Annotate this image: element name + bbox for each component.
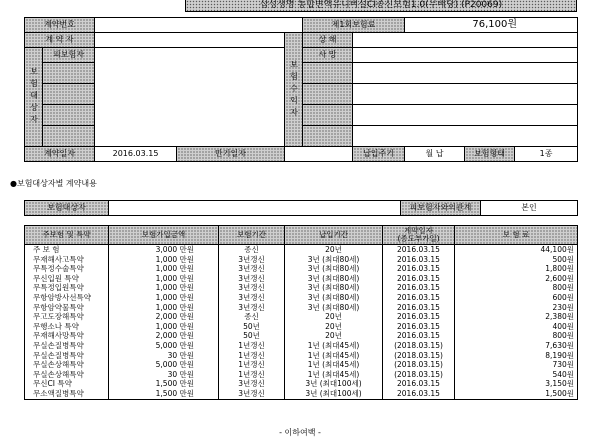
coverage-cell: 1,500원 bbox=[455, 389, 578, 399]
insured-value bbox=[95, 48, 285, 147]
coverage-cell: 2,600원 bbox=[455, 274, 578, 284]
coverage-cell: 무소액질병특약 bbox=[25, 389, 109, 399]
coverage-cell: 3년갱신 bbox=[219, 264, 285, 274]
start-date-label: 계약일자 bbox=[25, 147, 95, 162]
coverage-cell: 1년 (최대45세) bbox=[285, 360, 383, 370]
coverage-cell: 2016.03.15 bbox=[383, 245, 455, 255]
coverage-cell: 44,100원 bbox=[455, 245, 578, 255]
coverage-cell: 3년갱신 bbox=[219, 283, 285, 293]
coverage-cell: 30 만원 bbox=[109, 370, 219, 380]
coverage-cell: 1,500 만원 bbox=[109, 379, 219, 389]
contractor-label: 계 약 자 bbox=[25, 33, 95, 48]
coverage-cell: 3년 (최대100세) bbox=[285, 379, 383, 389]
insured-label: 피보험자 bbox=[43, 48, 95, 63]
coverage-cell: 무고도장해특약 bbox=[25, 312, 109, 322]
insured-label-fill-3 bbox=[43, 105, 95, 126]
coverage-cell: 3년 (최대80세) bbox=[285, 293, 383, 303]
coverage-cell: 1년 (최대45세) bbox=[285, 370, 383, 380]
pay-cycle-value: 월 납 bbox=[405, 147, 465, 162]
coverage-cell: 50년 bbox=[219, 322, 285, 332]
coverage-cell: 1,000 만원 bbox=[109, 283, 219, 293]
coverage-cell: 무항암약물특약 bbox=[25, 303, 109, 313]
coverage-cell: (2018.03.15) bbox=[383, 370, 455, 380]
beneficiary-value-2 bbox=[353, 48, 578, 63]
coverage-cell: 무실손상해특약 bbox=[25, 370, 109, 380]
coverage-cell: 3년 (최대80세) bbox=[285, 283, 383, 293]
coverage-row bbox=[25, 360, 578, 370]
section-heading: ●보험대상자별 계약내용 bbox=[10, 179, 97, 188]
benef-value-4 bbox=[353, 84, 578, 105]
coverage-cell: 2016.03.15 bbox=[383, 379, 455, 389]
coverage-cell: 540원 bbox=[455, 370, 578, 380]
coverage-cell: 800원 bbox=[455, 283, 578, 293]
coverage-cell: 20년 bbox=[285, 312, 383, 322]
coverage-cell: 2016.03.15 bbox=[383, 274, 455, 284]
coverage-cell: 3년갱신 bbox=[219, 293, 285, 303]
coverage-cell: 1,500 만원 bbox=[109, 389, 219, 399]
coverage-cell: 50년 bbox=[219, 331, 285, 341]
coverage-row bbox=[25, 283, 578, 293]
coverage-row bbox=[25, 379, 578, 389]
document-title: 삼성생명 통합변액유니버설CI종신보험1.0(무배당) (P20069) bbox=[185, 0, 577, 12]
coverage-cell: 20년 bbox=[285, 322, 383, 332]
insured-box-label: 보험대상자 bbox=[25, 201, 109, 216]
coverage-cell: 730원 bbox=[455, 360, 578, 370]
coverage-cell: 2016.03.15 bbox=[383, 331, 455, 341]
coverage-cell: 2016.03.15 bbox=[383, 322, 455, 332]
coverage-cell: 1년갱신 bbox=[219, 370, 285, 380]
coverage-row bbox=[25, 264, 578, 274]
benef-value-3 bbox=[353, 63, 578, 84]
coverage-cell: 2016.03.15 bbox=[383, 255, 455, 265]
coverage-cell: 2016.03.15 bbox=[383, 389, 455, 399]
coverage-cell: 2016.03.15 bbox=[383, 303, 455, 313]
coverage-row bbox=[25, 351, 578, 361]
coverage-row bbox=[25, 341, 578, 351]
coverage-cell: 3년갱신 bbox=[219, 274, 285, 284]
coverage-row bbox=[25, 322, 578, 332]
coverage-cell: 30 만원 bbox=[109, 351, 219, 361]
coverage-cell: 무실손질병특약 bbox=[25, 351, 109, 361]
ins-type-label: 보험형태 bbox=[465, 147, 515, 162]
coverage-row bbox=[25, 303, 578, 313]
start-date-value: 2016.03.15 bbox=[95, 147, 177, 162]
coverage-cell: 3년 (최대80세) bbox=[285, 303, 383, 313]
benef-fill-1 bbox=[303, 63, 353, 84]
coverage-cell: 종신 bbox=[219, 245, 285, 255]
coverage-cell: 3년 (최대100세) bbox=[285, 389, 383, 399]
coverage-cell: 주 보 험 bbox=[25, 245, 109, 255]
coverage-cell: 1,000 만원 bbox=[109, 264, 219, 274]
contract-no-value bbox=[95, 18, 303, 33]
coverage-cell: 무실손상해특약 bbox=[25, 360, 109, 370]
insured-box-value bbox=[109, 201, 401, 216]
pay-cycle-label: 납입주기 bbox=[353, 147, 405, 162]
end-of-document-mark: - 이하여백 - bbox=[279, 428, 321, 437]
coverage-row bbox=[25, 331, 578, 341]
insured-label-fill-2 bbox=[43, 84, 95, 105]
benef-value-5 bbox=[353, 105, 578, 126]
ins-type-value: 1종 bbox=[515, 147, 578, 162]
coverage-cell: 3년갱신 bbox=[219, 379, 285, 389]
coverage-row bbox=[25, 274, 578, 284]
coverage-header-0: 주보험 및 특약 bbox=[25, 226, 109, 245]
coverage-cell: 500원 bbox=[455, 255, 578, 265]
coverage-cell: 3년 (최대80세) bbox=[285, 255, 383, 265]
coverage-cell: 1,000 만원 bbox=[109, 255, 219, 265]
coverage-cell: 종신 bbox=[219, 312, 285, 322]
premium-label: 제1회보험료 bbox=[303, 18, 405, 33]
contract-no-label: 계약번호 bbox=[25, 18, 95, 33]
coverage-cell: 7,630원 bbox=[455, 341, 578, 351]
coverage-cell: 1년갱신 bbox=[219, 351, 285, 361]
end-date-value bbox=[285, 147, 353, 162]
coverage-cell: 1년 (최대45세) bbox=[285, 341, 383, 351]
relation-value: 본인 bbox=[481, 201, 578, 216]
coverage-cell: 1년 (최대45세) bbox=[285, 351, 383, 361]
insured-label-fill-1 bbox=[43, 63, 95, 84]
death-label-2: 사 망 bbox=[303, 48, 353, 63]
coverage-cell: 무실손질병특약 bbox=[25, 341, 109, 351]
coverage-cell: 무특정수술특약 bbox=[25, 264, 109, 274]
coverage-cell: 무재해사망특약 bbox=[25, 331, 109, 341]
coverage-cell: 2,000 만원 bbox=[109, 312, 219, 322]
coverage-cell: 3,000 만원 bbox=[109, 245, 219, 255]
coverage-cell: 3년 (최대80세) bbox=[285, 264, 383, 274]
coverage-cell: 1,000 만원 bbox=[109, 274, 219, 284]
beneficiary-side-label: 보험수익자 bbox=[285, 33, 303, 147]
coverage-cell: 8,190원 bbox=[455, 351, 578, 361]
coverage-cell: (2018.03.15) bbox=[383, 351, 455, 361]
coverage-cell: 230원 bbox=[455, 303, 578, 313]
coverage-cell: 2016.03.15 bbox=[383, 264, 455, 274]
death-label-1: 상 해 bbox=[303, 33, 353, 48]
insured-side-label: 보험대상자 bbox=[25, 48, 43, 147]
benef-fill-4 bbox=[303, 126, 353, 147]
premium-value: 76,100원 bbox=[405, 18, 578, 33]
coverage-cell: 3년갱신 bbox=[219, 255, 285, 265]
end-date-label: 만기일자 bbox=[177, 147, 285, 162]
beneficiary-value-1 bbox=[353, 33, 578, 48]
coverage-cell: 20년 bbox=[285, 245, 383, 255]
coverage-table bbox=[24, 225, 578, 400]
coverage-cell: 3년갱신 bbox=[219, 303, 285, 313]
coverage-cell: 1,000 만원 bbox=[109, 322, 219, 332]
benef-fill-2 bbox=[303, 84, 353, 105]
coverage-cell: 1,000 만원 bbox=[109, 293, 219, 303]
coverage-cell: 무행소나 특약 bbox=[25, 322, 109, 332]
coverage-cell: 1년갱신 bbox=[219, 360, 285, 370]
coverage-cell: (2018.03.15) bbox=[383, 341, 455, 351]
coverage-cell: 1,800원 bbox=[455, 264, 578, 274]
coverage-row bbox=[25, 245, 578, 255]
coverage-header-2: 보험기간 bbox=[219, 226, 285, 245]
coverage-cell: 2016.03.15 bbox=[383, 283, 455, 293]
coverage-cell: 무특정입원특약 bbox=[25, 283, 109, 293]
coverage-cell: 600원 bbox=[455, 293, 578, 303]
coverage-cell: 2016.03.15 bbox=[383, 312, 455, 322]
insured-box bbox=[24, 200, 578, 216]
insured-label-fill-4 bbox=[43, 126, 95, 147]
coverage-cell: 5,000 만원 bbox=[109, 341, 219, 351]
coverage-cell: 800원 bbox=[455, 331, 578, 341]
relation-label: 피보험자와의관계 bbox=[401, 201, 481, 216]
coverage-header-4: 계약일자 (종도부가일) bbox=[383, 226, 455, 245]
coverage-header-3: 납입기간 bbox=[285, 226, 383, 245]
coverage-row bbox=[25, 312, 578, 322]
benef-fill-3 bbox=[303, 105, 353, 126]
contract-summary-table bbox=[24, 17, 578, 162]
coverage-cell: 무신입원 특약 bbox=[25, 274, 109, 284]
coverage-header-1: 보험가입금액 bbox=[109, 226, 219, 245]
coverage-cell: 2016.03.15 bbox=[383, 293, 455, 303]
coverage-cell: 5,000 만원 bbox=[109, 360, 219, 370]
coverage-cell: (2018.03.15) bbox=[383, 360, 455, 370]
coverage-header-5: 보 험 료 bbox=[455, 226, 578, 245]
coverage-row bbox=[25, 370, 578, 380]
coverage-cell: 20년 bbox=[285, 331, 383, 341]
coverage-cell: 무신CI 특약 bbox=[25, 379, 109, 389]
coverage-cell: 1,000 만원 bbox=[109, 303, 219, 313]
coverage-cell: 1년갱신 bbox=[219, 341, 285, 351]
benef-value-6 bbox=[353, 126, 578, 147]
coverage-cell: 2,380원 bbox=[455, 312, 578, 322]
coverage-row bbox=[25, 389, 578, 399]
coverage-cell: 2,000 만원 bbox=[109, 331, 219, 341]
contractor-value bbox=[95, 33, 285, 48]
coverage-cell: 3,150원 bbox=[455, 379, 578, 389]
coverage-row bbox=[25, 255, 578, 265]
coverage-cell: 3년 (최대80세) bbox=[285, 274, 383, 284]
coverage-row bbox=[25, 293, 578, 303]
coverage-cell: 무항암방사선특약 bbox=[25, 293, 109, 303]
coverage-cell: 400원 bbox=[455, 322, 578, 332]
coverage-cell: 무재해사고특약 bbox=[25, 255, 109, 265]
coverage-cell: 3년갱신 bbox=[219, 389, 285, 399]
